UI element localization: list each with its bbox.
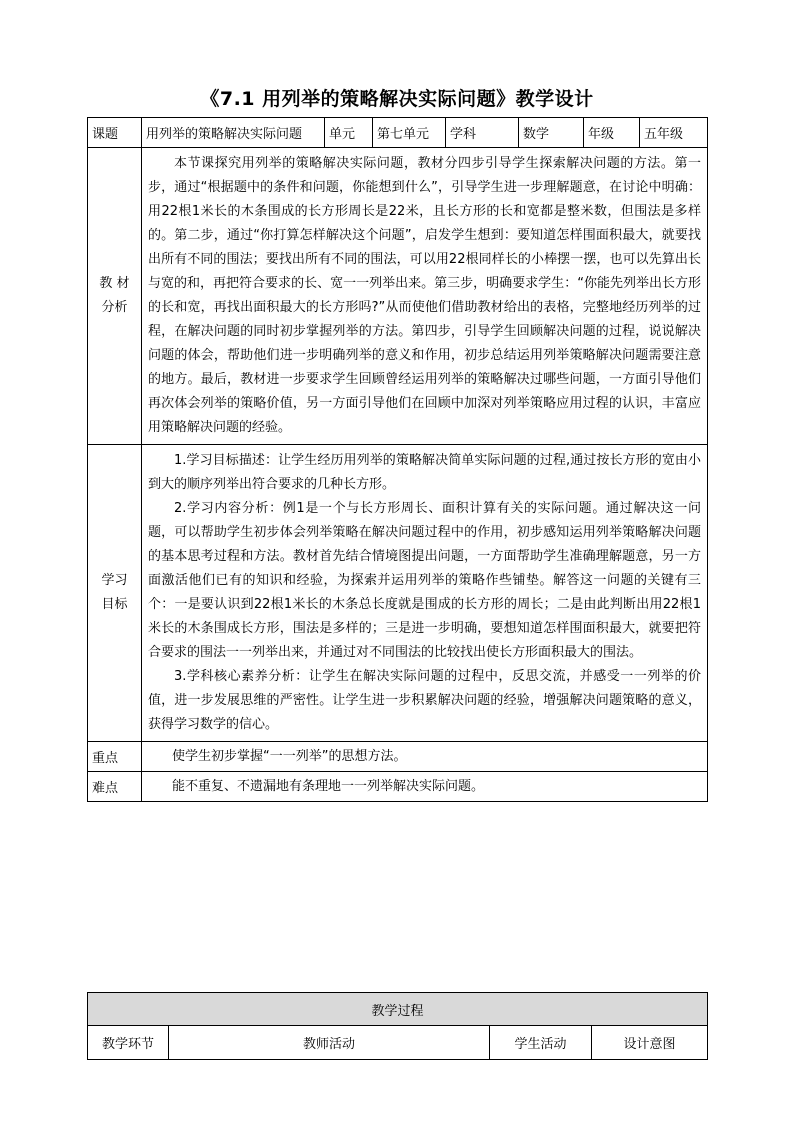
topic-label: 课题: [88, 118, 142, 148]
difficult-point-text: 能不重复、不遗漏地有条理地一一列举解决实际问题。: [172, 779, 485, 794]
unit-value: 第七单元: [373, 118, 446, 148]
analysis-label: [88, 148, 142, 445]
analysis-label-line1: 教 材: [99, 276, 130, 291]
process-heading: 教学过程: [88, 993, 708, 1026]
analysis-label-line2: 分析: [101, 300, 128, 315]
lesson-info-table: [87, 117, 708, 802]
analysis-text: 本节课探究用列举的策略解决实际问题，教材分四步引导学生探索解决问题的方法。第一步，通过“根据题中的条件和问题，你能想到什么”，引导学生进一步理解题意，在讨论中明确：用22根1米长的木条围成的长方形周长是22米，且长方形的长和宽都是整米数，但围法是多样的。第二步，通过“你打算怎样解决这个问题”，启发学生想到：要知道怎样围面积最大，就要找出所有不同的围法；要找出所有不同的围法，可以用22根同样长的小棒摆一摆，也可以先算出长与宽的和，再把符合要求的长、宽一一列举出来。第三步，明确要求学生：“你能先列举出长方形的长和宽，再找出面积最大的长方形吗?”从而使他们借助教材给出的表格，完整地经历列举的过程，在解决问题的同时初步掌握列举的方法。第四步，引导学生回顾解决问题的过程，说说解决问题的体会，帮助他们进一步明确列举的意义和作用，初步总结运用列举策略解决问题需要注意的地方。最后，教材进一步要求学生回顾曾经运用列举的策略解决过哪些问题，一方面引导他们再次体会列举的策略价值，另一方面引导他们在回顾中加深对列举策略应用过程的认识，丰富应用策略解决问题的经验。: [148, 156, 701, 435]
difficult-point-label: 难点: [88, 772, 142, 802]
key-point-text: 使学生初步掌握“一一列举”的思想方法。: [172, 749, 407, 764]
key-point-row: [88, 742, 708, 772]
col-teaching-stage: 教学环节: [88, 1026, 169, 1060]
topic-value: 用列举的策略解决实际问题: [142, 118, 325, 148]
document-title: 《7.1 用列举的策略解决实际问题》教学设计: [200, 88, 594, 110]
key-point-cell: [142, 742, 708, 772]
analysis-row: [88, 148, 708, 445]
analysis-cell: [142, 148, 708, 445]
difficult-point-cell: [142, 772, 708, 802]
header-row: [88, 118, 708, 148]
goals-label-line1: 学习: [101, 573, 128, 588]
subject-value: 数学: [519, 118, 584, 148]
goals-paragraph-1: 1.学习目标描述：让学生经历用列举的策略解决简单实际问题的过程,通过按长方形的宽由小到大的顺序列举出符合要求的几种长方形。: [148, 453, 701, 492]
col-teacher-activity: 教师活动: [169, 1026, 490, 1060]
goals-cell: [142, 445, 708, 742]
goals-row: [88, 445, 708, 742]
unit-label: 单元: [325, 118, 373, 148]
key-point-label: 重点: [88, 742, 142, 772]
process-heading-row: [88, 993, 708, 1026]
goals-label-line2: 目标: [101, 597, 128, 612]
col-design-intent: 设计意图: [592, 1026, 708, 1060]
difficult-point-row: [88, 772, 708, 802]
goals-paragraph-3: 3.学科核心素养分析：让学生在解决实际问题的过程中，反思交流，并感受一一列举的价值，进一步发展思维的严密性。让学生进一步积累解决问题的经验，增强解决问题策略的意义，获得学习数学的信心。: [148, 669, 701, 732]
teaching-process-table: [87, 992, 708, 1060]
grade-value: 五年级: [640, 118, 708, 148]
col-student-activity: 学生活动: [490, 1026, 592, 1060]
goals-paragraph-2: 2.学习内容分析：例1是一个与长方形周长、面积计算有关的实际问题。通过解决这一问题，可以帮助学生初步体会列举策略在解决问题过程中的作用，初步感知运用列举策略解决问题的基本思考过程和方法。教材首先结合情境图提出问题，一方面帮助学生准确理解题意，另一方面激活他们已有的知识和经验，为探索并运用列举的策略作些铺垫。解答这一问题的关键有三个：一是要认识到22根1米长的木条总长度就是围成的长方形的周长；二是由此判断出用22根1米长的木条围成长方形，围法是多样的；三是进一步明确，要想知道怎样围面积最大，就要把符合要求的围法一一列举出来，并通过对不同围法的比较找出使长方形面积最大的围法。: [148, 501, 701, 660]
process-columns-row: [88, 1026, 708, 1060]
subject-label: 学科: [446, 118, 519, 148]
goals-label: [88, 445, 142, 742]
grade-label: 年级: [584, 118, 640, 148]
